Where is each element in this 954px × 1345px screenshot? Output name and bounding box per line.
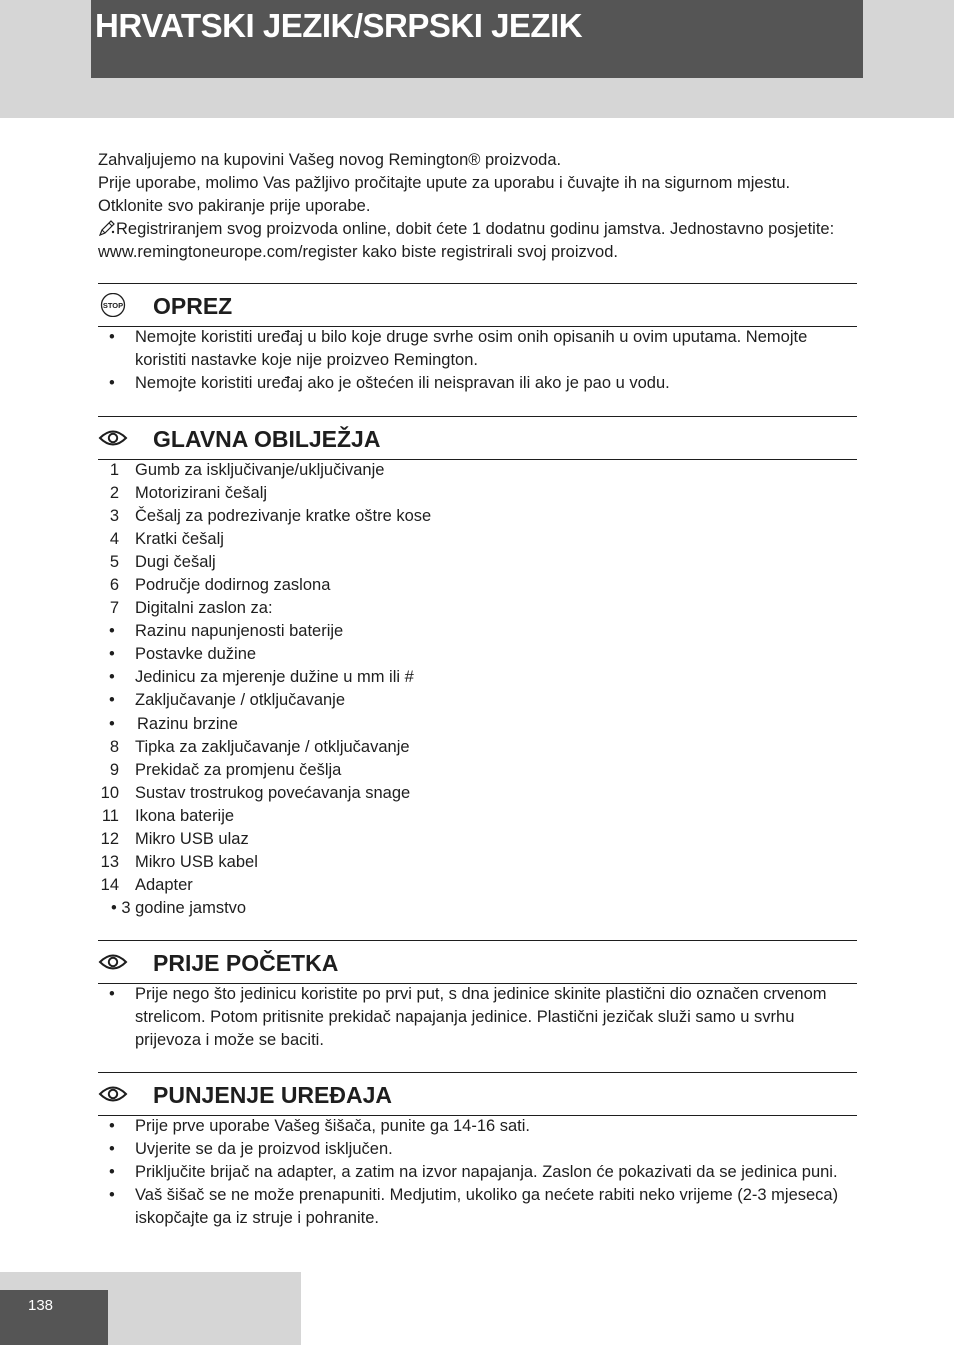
eye-icon xyxy=(98,950,128,974)
page-title: HRVATSKI JEZIK/SRPSKI JEZIK xyxy=(95,7,583,44)
intro-register-text: Registriranjem svog proizvoda online, dobit ćete 1 dodatnu godinu jamstva. Jednostavno posjetite: www.remingtoneurope.com/register kako biste registrirali svoj proizvod. xyxy=(98,220,835,261)
sub-list-item: • Razinu napunjenosti baterije xyxy=(109,622,344,641)
section-oprez xyxy=(98,283,857,395)
section-header xyxy=(98,283,857,327)
section-punjenje xyxy=(98,1072,857,1230)
list-item: • Prije prve uporabe Vašeg šišača, punite ga 14-16 sati. xyxy=(109,1117,531,1135)
list-item: 9 Prekidač za promjenu češlja xyxy=(109,760,342,779)
prije-list xyxy=(98,983,857,1052)
section-header xyxy=(98,1072,857,1116)
warranty-note: • 3 godine jamstvo xyxy=(111,898,247,917)
list-item: 13 Mikro USB kabel xyxy=(100,852,258,871)
sub-list-item: • Razinu brzine xyxy=(109,714,238,733)
list-item: • Priključite brijač na adapter, a zatim na izvor napajanja. Zaslon će pokazivati da se jedinica puni. xyxy=(109,1163,838,1181)
list-item: 3 Češalj za podrezivanje kratke oštre kose xyxy=(109,507,432,526)
list-item: 7 Digitalni zaslon za: xyxy=(109,599,273,618)
list-item: • Vaš šišač se ne može prenapuniti. Medjutim, ukoliko ga nećete rabiti neko vrijeme (2-3 mjeseca) iskopčajte ga iz struje i pohranite. xyxy=(109,1186,839,1227)
section-heading: OPREZ xyxy=(153,293,233,319)
section-glavna xyxy=(98,416,857,920)
intro-line xyxy=(98,218,858,264)
sub-list-item: • Jedinicu za mjerenje dužine u mm ili # xyxy=(109,668,414,687)
list-item: • Uvjerite se da je proizvod isključen. xyxy=(109,1140,393,1158)
section-header xyxy=(98,940,857,984)
list-item: • Prije nego što jedinicu koristite po prvi put, s dna jedinice skinite plastični dio označen crvenom strelicom. Potom pritisnite prekidač napajanja jedinice. Plastični jezičak služi samo u svrhu prijevoza i može se baciti. xyxy=(109,985,827,1049)
sub-list-item: • Postavke dužine xyxy=(109,645,257,664)
list-item: 8 Tipka za zaključavanje / otključavanje xyxy=(109,737,410,756)
intro-line: Prije uporabe, molimo Vas pažljivo pročitajte upute za uporabu i čuvajte ih na sigurnom mjestu. Otklonite svo pakiranje prije uporabe. xyxy=(98,174,791,215)
section-heading: GLAVNA OBILJEŽJA xyxy=(153,426,381,452)
list-item: • Nemojte koristiti uređaj ako je oštećen ili neispravan ili ako je pao u vodu. xyxy=(109,374,670,392)
intro-line: Zahvaljujemo na kupovini Vašeg novog Remington® proizvoda. xyxy=(98,151,562,169)
section-heading: PUNJENJE UREĐAJA xyxy=(153,1082,393,1108)
list-item: 4 Kratki češalj xyxy=(109,530,224,549)
punjenje-list xyxy=(98,1115,857,1230)
section-header xyxy=(98,416,857,460)
eye-icon xyxy=(98,1082,128,1106)
section-prije xyxy=(98,940,857,1052)
intro xyxy=(98,149,858,264)
oprez-list xyxy=(98,326,857,395)
list-item: • Nemojte koristiti uređaj u bilo koje druge svrhe osim onih opisanih u ovim uputama. Nemojte koristiti nastavke koje nije proizveo Remington. xyxy=(109,328,808,369)
sub-list-item: • Zaključavanje / otključavanje xyxy=(109,691,346,710)
stop-icon xyxy=(98,293,128,317)
list-item: 6 Područje dodirnog zaslona xyxy=(109,576,331,595)
list-item: 12 Mikro USB ulaz xyxy=(100,829,249,848)
page-number: 138 xyxy=(28,1297,54,1314)
list-item: 5 Dugi češalj xyxy=(109,553,216,572)
title-box xyxy=(91,0,863,78)
list-item: 10 Sustav trostrukog povećavanja snage xyxy=(100,783,411,802)
list-item: 14 Adapter xyxy=(100,875,193,894)
list-item: 2 Motorizirani češalj xyxy=(109,484,268,503)
svg-text:STOP: STOP xyxy=(102,301,124,310)
page-number-box xyxy=(0,1290,108,1345)
list-item: 1 Gumb za isključivanje/uključivanje xyxy=(109,461,385,479)
section-heading: PRIJE POČETKA xyxy=(153,950,339,976)
list-item: 11 Ikona baterije xyxy=(101,806,235,825)
eye-icon xyxy=(98,426,128,450)
features-list xyxy=(98,459,857,920)
pen-icon xyxy=(98,219,116,237)
